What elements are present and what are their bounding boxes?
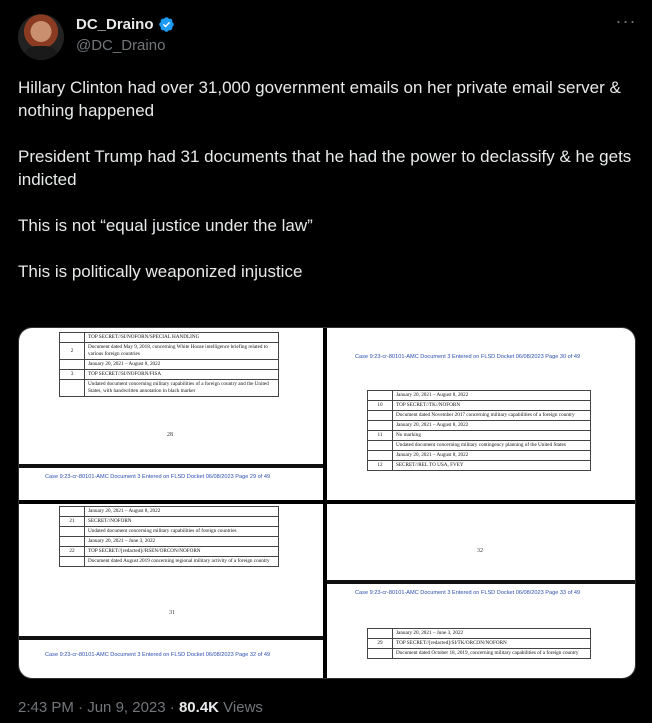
classified-docs-table: January 20, 2021 – June 3, 2022 29 TOP SECRET//[redacted]/SI/TK/ORCON/NOFORN Document dated October 18, 2019, concerning military capabilities of a foreign country	[367, 628, 591, 659]
document-image-4[interactable]	[327, 504, 636, 679]
author-name-row[interactable]	[76, 16, 175, 33]
docket-header: Case 9:23-cr-80101-AMC Document 3 Entered on FLSD Docket 06/08/2023 Page 33 of 49	[355, 590, 581, 596]
page-number: 32	[477, 548, 483, 554]
tweet-media-grid[interactable]	[18, 327, 636, 679]
tweet-header	[18, 11, 638, 62]
document-image-2[interactable]	[327, 328, 636, 500]
document-image-1[interactable]	[19, 328, 323, 500]
docket-header: Case 9:23-cr-80101-AMC Document 3 Entered on FLSD Docket 06/08/2023 Page 32 of 49	[45, 652, 271, 658]
more-options-icon[interactable]: ···	[615, 11, 637, 31]
tweet-text	[18, 76, 634, 306]
tweet-paragraph: This is not “equal justice under the law”	[18, 216, 313, 235]
views-count: 80.4K	[178, 699, 219, 716]
tweet-date[interactable]: Jun 9, 2023	[87, 699, 166, 716]
tweet-paragraph: President Trump had 31 documents that he had the power to declassify & he gets indicted	[18, 147, 632, 189]
author-handle[interactable]: @DC_Draino	[76, 37, 166, 54]
views-label: Views	[223, 699, 263, 716]
docket-header: Case 9:23-cr-80101-AMC Document 3 Entered on FLSD Docket 06/08/2023 Page 29 of 49	[45, 474, 271, 480]
avatar[interactable]	[18, 14, 64, 60]
verified-badge-icon	[158, 16, 175, 33]
classified-docs-table: TOP SECRET//SI/NOFORN/SPECIAL HANDLING 2 Document dated May 9, 2018, concerning White House intelligence briefing related to various foreign countries January 20, 2021 – August 8, 2022 3 TOP SECRET//SI/NOFORN/FISA Undated document concerning military capabilities of a foreign country and the United States, with handwritten annotation in black marker	[59, 332, 279, 397]
tweet-paragraph: Hillary Clinton had over 31,000 government emails on her private email server & nothing happened	[18, 78, 621, 120]
document-image-3[interactable]	[19, 504, 323, 679]
docket-header: Case 9:23-cr-80101-AMC Document 3 Entered on FLSD Docket 06/08/2023 Page 30 of 49	[355, 354, 581, 360]
page-number: 31	[169, 610, 175, 616]
page-number: 28	[167, 432, 173, 438]
tweet-paragraph: This is politically weaponized injustice	[18, 262, 303, 281]
classified-docs-table: January 20, 2021 – August 8, 2022 10 TOP SECRET//TK//NOFORN Document dated November 2017 concerning military capabilities of a foreign country January 20, 2021 – August 8, 2022 11 No marking Undated document concerning military contingency planning of the United States January 20, 2021 – August 8, 2022 12 SECRET//REL TO USA, FVEY	[367, 390, 591, 471]
separator: ·	[169, 699, 175, 716]
author-name[interactable]: DC_Draino	[76, 16, 154, 33]
tweet-time[interactable]: 2:43 PM	[18, 699, 74, 716]
separator: ·	[78, 699, 84, 716]
tweet-metadata	[18, 699, 263, 716]
classified-docs-table: January 20, 2021 – August 8, 2022 21 SECRET//NOFORN Undated document concerning military capabilities of foreign countries January 20, 2021 – June 3, 2022 22 TOP SECRET//[redacted]//RSEN/ORCON/NOFORN Document dated August 2019 concerning regional military activity of a foreign country	[59, 506, 279, 567]
